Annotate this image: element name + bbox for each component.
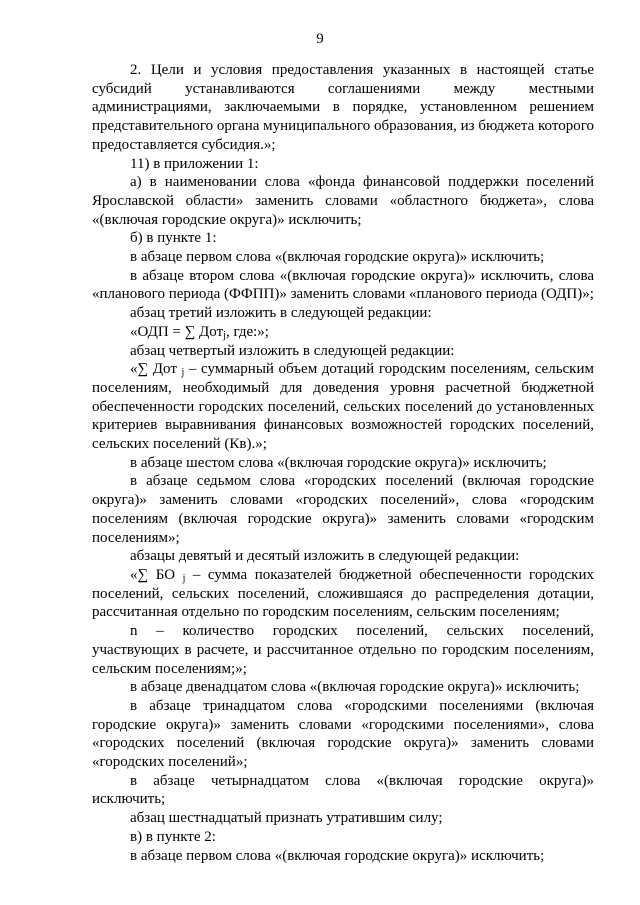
formula-subscript: j bbox=[223, 329, 226, 341]
paragraph: в абзаце шестом слова «(включая городские округа)» исключить; bbox=[130, 454, 547, 471]
paragraph: абзац четвертый изложить в следующей редакции: bbox=[130, 342, 455, 359]
paragraph: в абзаце первом слова «(включая городские округа)» исключить; bbox=[130, 847, 545, 864]
paragraph: абзац шестнадцатый признать утратившим силу; bbox=[130, 810, 443, 827]
paragraph: абзацы девятый и десятый изложить в следующей редакции: bbox=[130, 548, 520, 565]
paragraph: в абзаце первом слова «(включая городские округа)» исключить; bbox=[130, 249, 545, 266]
paragraph: в) в пункте 2: bbox=[130, 828, 216, 845]
formula-text: , где:»; bbox=[225, 323, 269, 340]
formula-text: «ОДП = ∑ Дот bbox=[130, 323, 224, 340]
formula-text: «∑ Дот bbox=[130, 361, 182, 378]
paragraph: а) в наименовании слова «фонда финансовой поддержки поселений Ярославской области» заменить словами «областного бюджета», слова «(включая городские округа)» исключить; bbox=[92, 174, 594, 228]
formula-odp bbox=[92, 323, 594, 342]
formula-text: «∑ БО bbox=[130, 566, 183, 583]
formula-subscript: j bbox=[182, 572, 186, 584]
paragraph: в абзаце четырнадцатом слова «(включая городские округа)» исключить; bbox=[92, 772, 594, 808]
formula-bo bbox=[92, 566, 594, 622]
paragraph: в абзаце седьмом слова «городских поселений (включая городские округа)» заменить словами «городских поселений», слова «городским поселениям (включая городские округа)» заменить словами «городским поселениям»; bbox=[92, 473, 594, 546]
formula-text: – суммарный объем дотаций городским поселениям, сельским поселениям, необходимый для доведения уровня расчетной бюджетной обеспеченности городских поселений, сельских поселений до установленных критериев выравнивания финансовых возможностей городских поселений, сельских поселений (Кв).»; bbox=[92, 361, 594, 453]
paragraph: абзац третий изложить в следующей редакции: bbox=[130, 305, 432, 322]
formula-text: – сумма показателей бюджетной обеспеченности городских поселений, сельских поселений, сложившаяся до распределения дотации, рассчитанная отдельно по городским поселениям, сельским поселениям; bbox=[92, 566, 594, 621]
paragraph: в абзаце втором слова «(включая городские округа)» исключить, слова «планового периода (ФФПП)» заменить словами «планового периода (ОДП)»; bbox=[92, 267, 594, 303]
page-number: 9 bbox=[316, 31, 324, 47]
paragraph: 11) в приложении 1: bbox=[130, 155, 259, 172]
paragraph: в абзаце тринадцатом слова «городскими поселениями (включая городские округа)» заменить словами «городскими поселениями», слова «городских поселений (включая городские округа)» заменить словами «городских поселений»; bbox=[92, 697, 594, 771]
formula-subscript: j bbox=[181, 367, 185, 379]
paragraph: в абзаце двенадцатом слова «(включая городские округа)» исключить; bbox=[130, 679, 580, 696]
paragraph: 2. Цели и условия предоставления указанных в настоящей статье субсидий устанавливаются соглашениями между местными администрациями, заключаемыми в порядке, установленном решением представительного органа муниципального образования, из бюджета которого предоставляется субсидия.»; bbox=[92, 62, 594, 153]
formula-dot bbox=[92, 360, 594, 454]
paragraph: n – количество городских поселений, сельских поселений, участвующих в расчете, и рассчитанное отдельно по городским поселениям, сельским поселениям;»; bbox=[92, 623, 594, 677]
paragraph: б) в пункте 1: bbox=[130, 230, 217, 247]
document-body bbox=[92, 61, 594, 865]
